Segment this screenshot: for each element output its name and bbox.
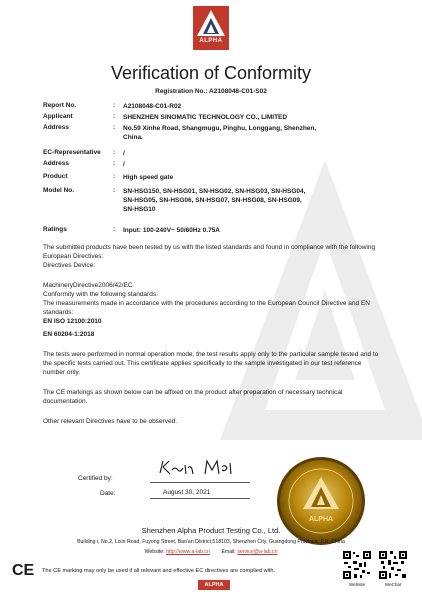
- field-value-line: Input: 100-240V~ 50/60Hz 0.75A: [123, 227, 221, 234]
- field-value-line: /: [123, 161, 125, 168]
- document-title: Verification of Conformity: [110, 63, 312, 83]
- field-label: Ratings: [43, 226, 67, 233]
- field-value-line: SN-HSG05, SN-HSG06, SN-HSG07, SN-HSG08, SN-HSG09,: [123, 197, 302, 204]
- field-colon: :: [113, 173, 116, 180]
- field-label: Address: [43, 124, 70, 131]
- date-label: Date:: [100, 490, 116, 497]
- field-label: Address: [43, 160, 70, 167]
- website-link[interactable]: http://www.a-lab.cn: [166, 549, 210, 555]
- machinery-directive: MachineryDirective2006/42/EC: [43, 282, 133, 289]
- conformity-label: Conformity with the following standards:: [43, 291, 158, 298]
- ce-mark: CE: [12, 562, 35, 579]
- paragraph-ce-marking: The CE markings as shown below can be affixed on the product after preparation of necessary technical documentation.: [43, 389, 343, 405]
- field-colon: :: [113, 226, 116, 233]
- website-qr-code: [342, 550, 372, 580]
- compliance-text: The submitted products have been tested by us with the listed standards and found in compliance with the following European Directives:: [43, 244, 376, 260]
- field-label: Model No.: [43, 187, 75, 194]
- footer-address: Building i, No.2, Lixin Road, Fuyong Street, Bao'an District,518103, Shenzhen City, Guangdong Province, P.R. China: [77, 539, 345, 545]
- field-value: [123, 160, 383, 169]
- measurements-text: The measurements made in accordance with the procedures according to the European Council Directive and EN standards:: [43, 300, 370, 316]
- paragraph-compliance: [43, 243, 383, 270]
- date-value: August 30, 2021: [163, 489, 211, 496]
- field-value: [123, 102, 383, 111]
- field-value: [123, 113, 383, 122]
- field-value-line: China.: [123, 134, 143, 141]
- website-label: Website:: [144, 549, 165, 555]
- qr-label-wechat: WeChat: [384, 582, 402, 587]
- field-label: Report No.: [43, 102, 77, 109]
- field-value: [123, 124, 383, 142]
- wechat-qr-code: [378, 550, 408, 580]
- field-value-line: SHENZHEN SINOMATIC TECHNOLOGY CO., LIMITED: [123, 114, 288, 121]
- ce-note: The CE marking may only be used if all relevant and effective EC directives are complied with.: [42, 568, 276, 574]
- registration-number: Registration No.: A2108048-C01-S02: [155, 88, 267, 95]
- field-label: EC-Representative: [43, 149, 101, 156]
- paragraph-tests: The tests were performed in normal operation mode, the test results apply only to the particular sample tested and to the specific tests carried out. This certificate applies specifically to the sample investigated in our test reference number only.: [43, 351, 379, 376]
- standard-1: EN ISO 12100:2010: [43, 318, 102, 325]
- footer-company: Shenzhen Alpha Product Testing Co., Ltd.: [141, 526, 281, 535]
- qr-label-website: Website: [348, 582, 366, 587]
- field-value: [123, 187, 383, 214]
- field-value-line: High speed gate: [123, 174, 174, 181]
- field-colon: :: [113, 124, 116, 131]
- paragraph-other-directives: Other relevant Directives have to be observed.: [43, 418, 178, 425]
- field-value-line: /: [123, 150, 125, 157]
- field-colon: :: [113, 113, 116, 120]
- field-value-line: SN-HSG10: [123, 206, 156, 213]
- certified-by-label: Certified by:: [78, 475, 113, 482]
- bottom-alpha-logo: ALPHA: [198, 580, 230, 590]
- signature: [155, 455, 245, 481]
- field-label: Product: [43, 173, 68, 180]
- paragraph-standards: [43, 281, 383, 339]
- logo-text: ALPHA: [199, 38, 223, 44]
- field-value: [123, 149, 383, 158]
- field-label: Applicant: [43, 113, 73, 120]
- field-colon: :: [113, 187, 116, 194]
- field-value-line: SN-HSG150, SN-HSG01, SN-HSG02, SN-HSG03, SN-HSG04,: [123, 188, 306, 195]
- email-label: Email:: [221, 549, 236, 555]
- field-value: [123, 173, 383, 182]
- email-link[interactable]: service@a-lab.cn: [237, 549, 278, 555]
- standard-2: EN 60204-1:2018: [43, 331, 95, 338]
- field-colon: :: [113, 149, 116, 156]
- date-line: [150, 498, 250, 499]
- field-colon: :: [113, 160, 116, 167]
- field-value: [123, 226, 383, 235]
- field-colon: :: [113, 102, 116, 109]
- field-value-line: No.59 Xinhe Road, Shangmugu, Pinghu, Longgang, Shenzhen,: [123, 125, 317, 132]
- signature-line: [150, 482, 250, 483]
- field-value-line: A2108048-C01-R02: [123, 103, 182, 110]
- seal-text: ALPHA: [308, 516, 334, 523]
- directives-device-label: Directives Device:: [43, 262, 96, 269]
